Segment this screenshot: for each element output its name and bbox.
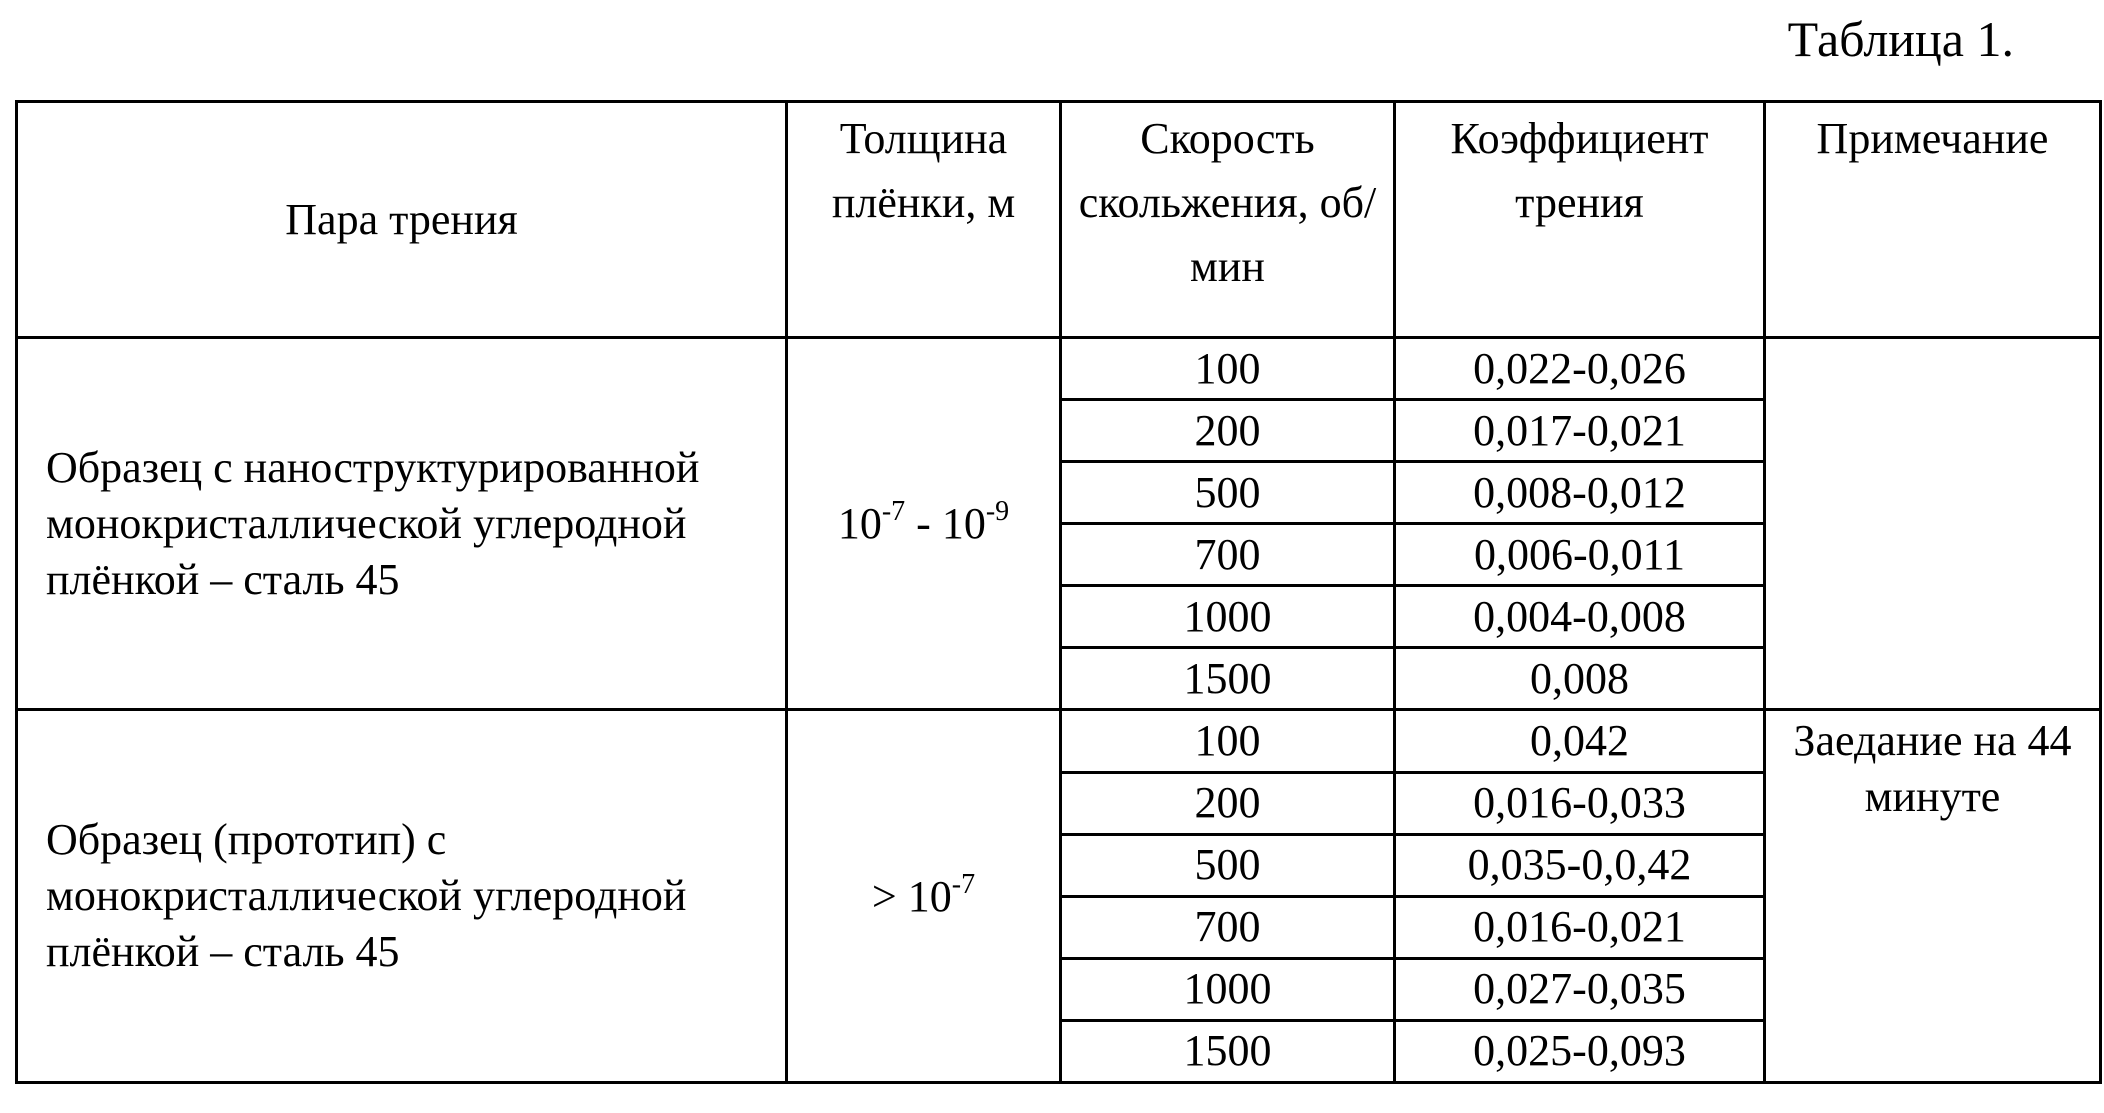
table-row	[17, 710, 2101, 772]
coefficient-cell: 0,016-0,021	[1395, 896, 1765, 958]
speed-cell: 700	[1061, 524, 1395, 586]
coefficient-cell: 0,008-0,012	[1395, 462, 1765, 524]
speed-cell: 200	[1061, 400, 1395, 462]
thickness-cell: > $10^{-7}$	[787, 710, 1061, 1083]
group-label: Образец (прототип) с монокристаллической углеродной плёнкой – сталь 45	[17, 710, 787, 1083]
speed-cell: 700	[1061, 896, 1395, 958]
coefficient-cell: 0,006-0,011	[1395, 524, 1765, 586]
table-row	[17, 338, 2101, 400]
friction-table	[15, 100, 2102, 1084]
speed-cell: 500	[1061, 834, 1395, 896]
speed-cell: 1000	[1061, 958, 1395, 1020]
table-body	[17, 338, 2101, 1083]
coefficient-cell: 0,022-0,026	[1395, 338, 1765, 400]
note-cell	[1765, 338, 2101, 710]
header-speed: Скорость скольжения, об/мин	[1061, 102, 1395, 338]
thickness-cell: $10^{-7} - 10^{-9}$	[787, 338, 1061, 710]
header-note: Примечание	[1765, 102, 2101, 338]
coefficient-cell: 0,016-0,033	[1395, 772, 1765, 834]
coefficient-cell: 0,017-0,021	[1395, 400, 1765, 462]
coefficient-cell: 0,004-0,008	[1395, 586, 1765, 648]
speed-cell: 100	[1061, 338, 1395, 400]
coefficient-cell: 0,042	[1395, 710, 1765, 772]
header-thickness: Толщина плёнки, м	[787, 102, 1061, 338]
coefficient-cell: 0,025-0,093	[1395, 1020, 1765, 1082]
table-caption: Таблица 1.	[1787, 11, 2014, 67]
speed-cell: 1000	[1061, 586, 1395, 648]
speed-cell: 1500	[1061, 1020, 1395, 1082]
header-pair: Пара трения	[17, 102, 787, 338]
speed-cell: 500	[1061, 462, 1395, 524]
coefficient-cell: 0,027-0,035	[1395, 958, 1765, 1020]
coefficient-cell: 0,035-0,0,42	[1395, 834, 1765, 896]
speed-cell: 100	[1061, 710, 1395, 772]
group-label: Образец с наноструктурированной монокристаллической углеродной плёнкой – сталь 45	[17, 338, 787, 710]
speed-cell: 1500	[1061, 648, 1395, 710]
header-coefficient: Коэффициент трения	[1395, 102, 1765, 338]
friction-table-container	[15, 100, 2099, 1084]
coefficient-cell: 0,008	[1395, 648, 1765, 710]
speed-cell: 200	[1061, 772, 1395, 834]
note-cell: Заедание на 44 минуте	[1765, 710, 2101, 1083]
header-row	[17, 102, 2101, 338]
